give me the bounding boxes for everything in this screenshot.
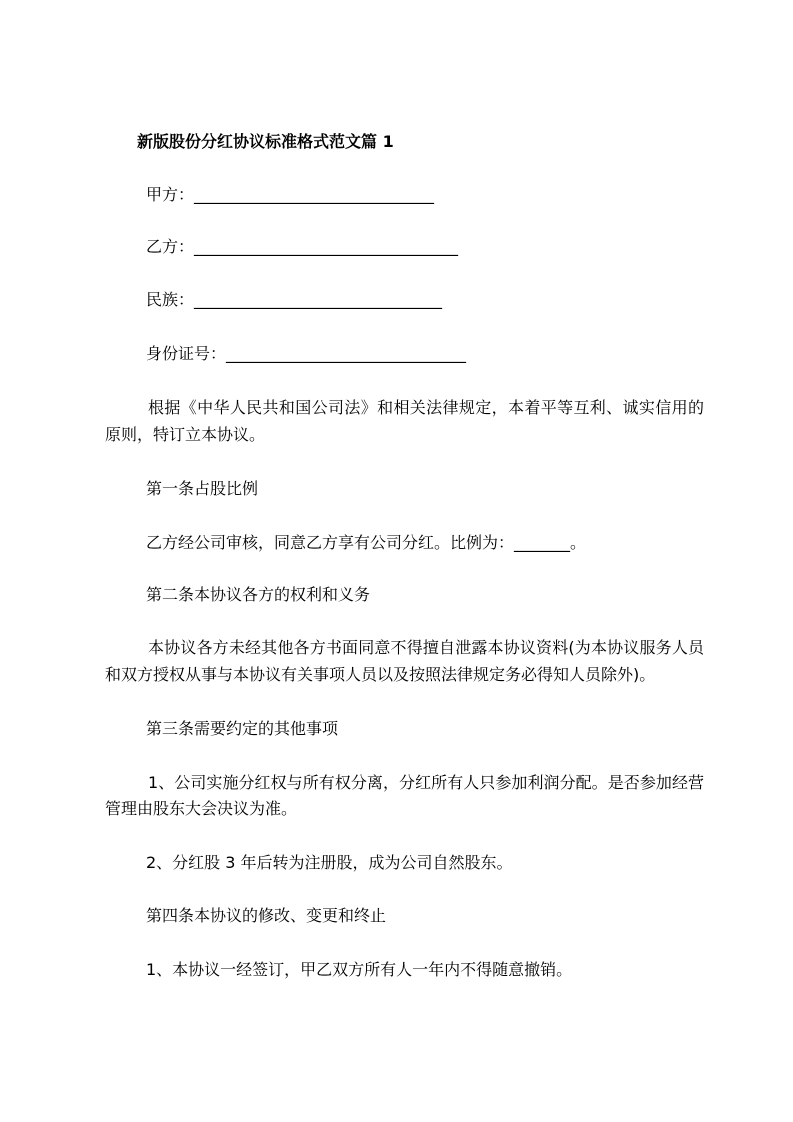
article-4-item-1: 1、本协议一经签订，甲乙双方所有人一年内不得随意撤销。 bbox=[146, 960, 573, 979]
party-b-label: 乙方： bbox=[146, 237, 195, 256]
article-3-heading: 第三条需要约定的其他事项 bbox=[146, 719, 339, 738]
id-number-field bbox=[146, 340, 466, 367]
article-2-heading: 第二条本协议各方的权利和义务 bbox=[146, 585, 371, 604]
ethnicity-label: 民族： bbox=[146, 290, 195, 309]
article-1-sentence: 乙方经公司审核，同意乙方享有公司分红。比例为： bbox=[146, 533, 515, 552]
article-4-heading: 第四条本协议的修改、变更和终止 bbox=[146, 906, 387, 925]
party-a-field bbox=[146, 181, 434, 208]
preamble-line-1: 根据《中华人民共和国公司法》和相关法律规定，本着平等互利、诚实信用的 bbox=[148, 398, 704, 417]
article-2-line-1: 本协议各方未经其他各方书面同意不得擅自泄露本协议资料(为本协议服务人员 bbox=[148, 638, 704, 657]
ratio-blank: _______ bbox=[514, 533, 571, 552]
party-a-label: 甲方： bbox=[146, 185, 195, 204]
preamble-line-2: 原则，特订立本协议。 bbox=[105, 425, 266, 444]
article-3-item-1-line-1: 1、公司实施分红权与所有权分离，分红所有人只参加利润分配。是否参加经营 bbox=[148, 773, 704, 792]
article-3-item-1-line-2: 管理由股东大会决议为准。 bbox=[105, 799, 298, 818]
article-2-line-2: 和双方授权从事与本协议有关事项人员以及按照法律规定务必得知人员除外)。 bbox=[105, 665, 656, 684]
id-number-blank: ______________________________ bbox=[226, 344, 467, 363]
article-1-heading: 第一条占股比例 bbox=[146, 479, 259, 498]
article-3-item-2: 2、分红股 3 年后转为注册股，成为公司自然股东。 bbox=[146, 853, 513, 872]
id-number-label: 身份证号： bbox=[146, 344, 227, 363]
article-1-text bbox=[146, 529, 586, 556]
party-b-blank: _________________________________ bbox=[194, 237, 459, 256]
ethnicity-blank: _______________________________ bbox=[194, 290, 443, 309]
article-1-end: 。 bbox=[570, 533, 587, 552]
document-title: 新版股份分红协议标准格式范文篇 1 bbox=[137, 132, 394, 151]
party-b-field bbox=[146, 233, 458, 260]
party-a-blank: ______________________________ bbox=[194, 185, 435, 204]
ethnicity-field bbox=[146, 286, 442, 313]
